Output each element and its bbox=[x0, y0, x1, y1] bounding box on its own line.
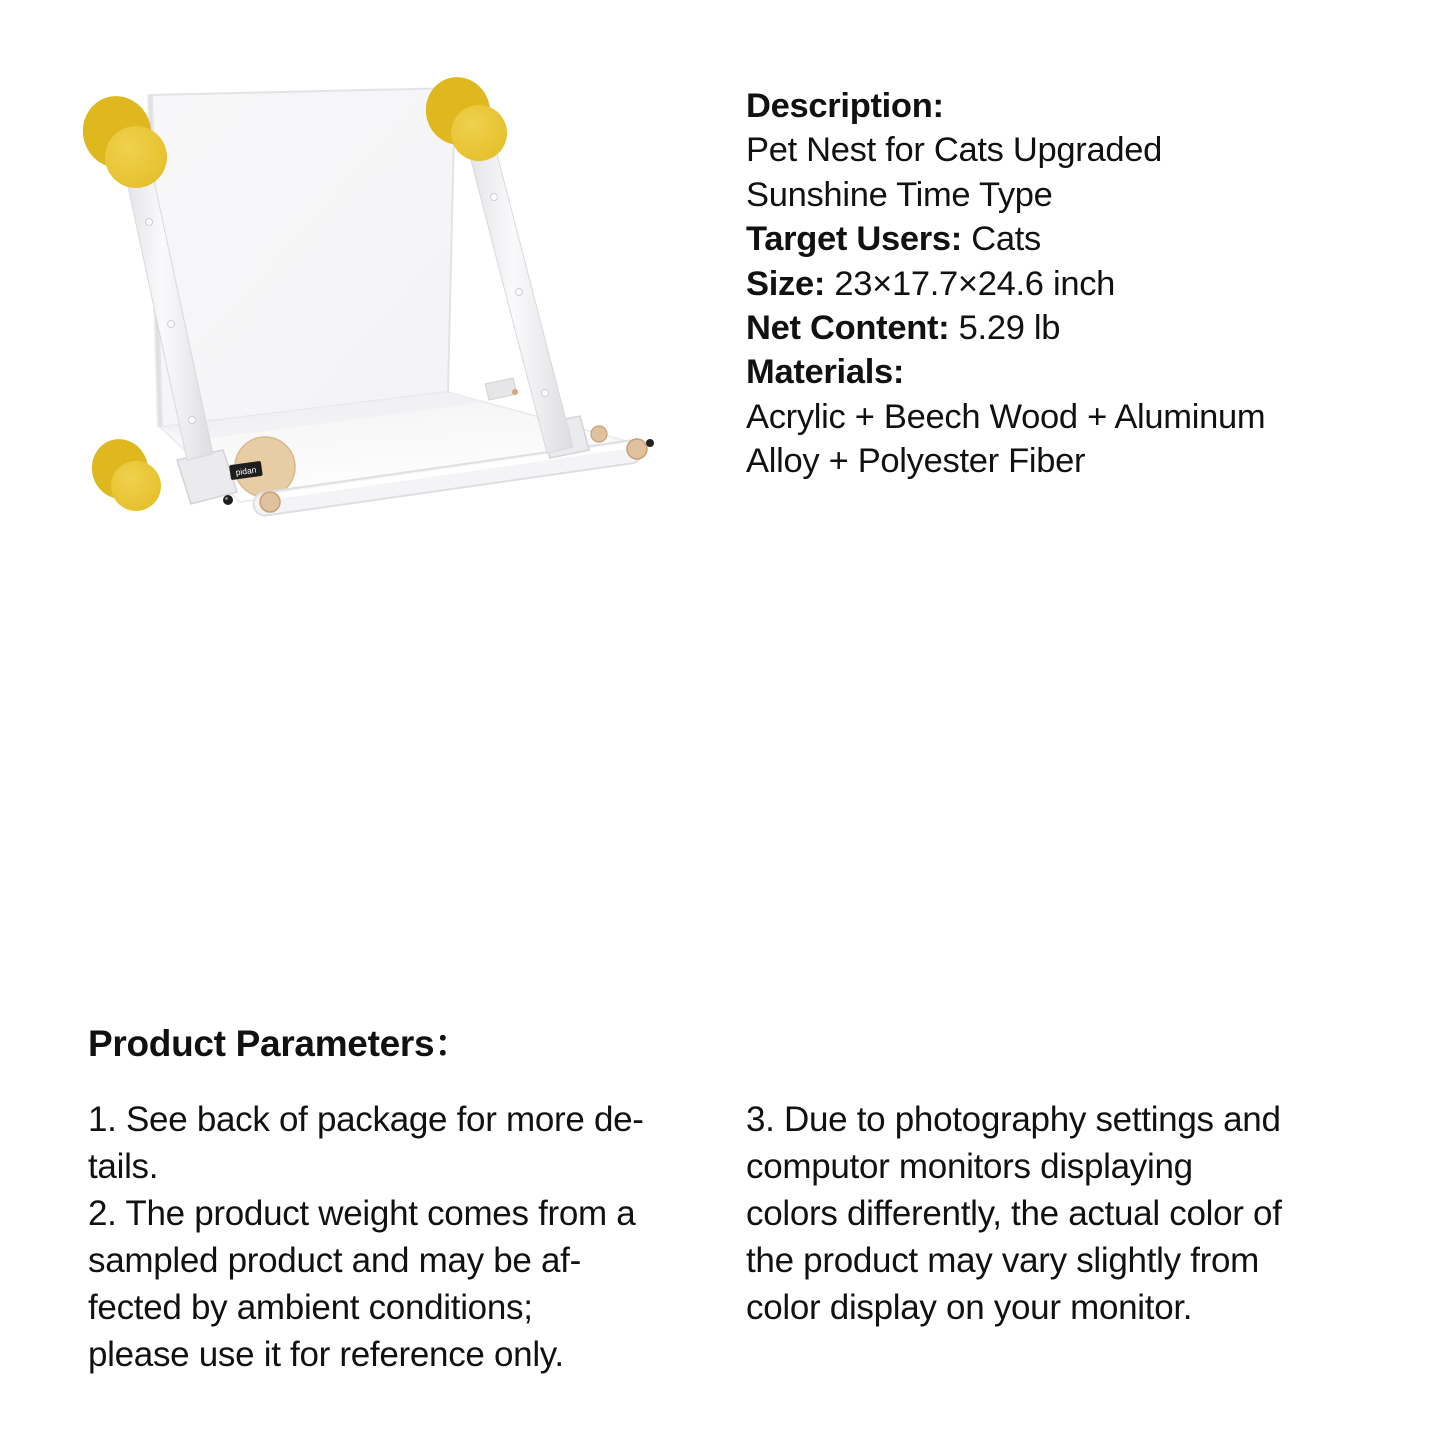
description-line: Description: bbox=[746, 87, 944, 125]
description-line: Pet Nest for Cats Upgraded bbox=[746, 131, 1162, 170]
note-line: 2. The product weight comes from a bbox=[88, 1194, 636, 1233]
note-line: sampled product and may be af- bbox=[88, 1241, 581, 1280]
description-line: Alloy + Polyester Fiber bbox=[746, 442, 1086, 481]
screw-cap-right bbox=[646, 439, 654, 447]
mid-hinge bbox=[485, 378, 518, 400]
wood-dowel-left bbox=[260, 492, 280, 512]
description-line: Net Content: 5.29 lb bbox=[746, 309, 1061, 348]
note-line: fected by ambient conditions; bbox=[88, 1288, 533, 1327]
product-photo bbox=[65, 72, 665, 550]
note-line: 1. See back of package for more de- bbox=[88, 1100, 644, 1139]
description-line: Size: 23×17.7×24.6 inch bbox=[746, 264, 1116, 303]
description-block bbox=[746, 84, 1426, 484]
brand-tag-label: pidan bbox=[234, 464, 258, 478]
note-line: the product may vary slightly from bbox=[746, 1241, 1260, 1280]
note-line: tails. bbox=[88, 1147, 159, 1186]
note-line: computor monitors displaying bbox=[746, 1147, 1193, 1186]
description-line: Sunshine Time Type bbox=[746, 175, 1053, 214]
description-line: Acrylic + Beech Wood + Aluminum bbox=[746, 397, 1266, 436]
wood-dowel-right bbox=[627, 439, 647, 459]
description-line: Target Users: Cats bbox=[746, 220, 1041, 259]
screw-cap-left bbox=[223, 495, 233, 505]
product-parameters-heading: Product Parameters： bbox=[88, 1023, 471, 1064]
note-line: colors differently, the actual color of bbox=[746, 1194, 1282, 1233]
notes-column-right bbox=[746, 1096, 1411, 1331]
note-line: 3. Due to photography settings and bbox=[746, 1100, 1281, 1139]
note-line: color display on your monitor. bbox=[746, 1288, 1193, 1327]
suction-cup-bottom-left bbox=[85, 433, 161, 511]
note-line: please use it for reference only. bbox=[88, 1335, 564, 1374]
notes-column-left bbox=[88, 1096, 753, 1378]
description-line: Materials: bbox=[746, 353, 905, 392]
